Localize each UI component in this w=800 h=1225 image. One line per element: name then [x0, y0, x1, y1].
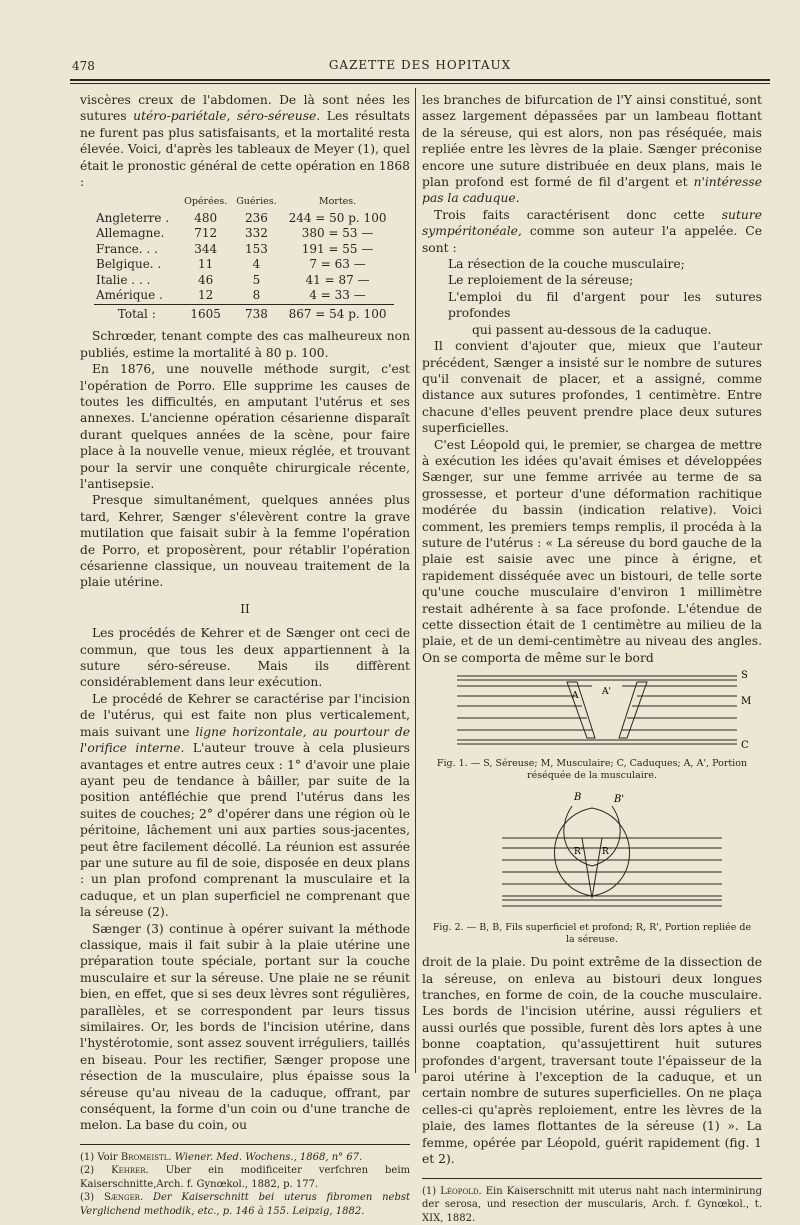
paragraph: Il convient d'ajouter que, mieux que l'auteur précédent, Sænger a insisté sur le nombre de sutures qu'il convenait de placer, et a assigné, comme distance aux sutures profondes, 1 centimètre. Entre chacune d'elles peuvent prendre place deux sutures superficielles.	[422, 338, 762, 436]
paragraph: Les procédés de Kehrer et de Sænger ont ceci de commun, que tous les deux appartiennent à la suture séro-séreuse. Mais ils diffèrent considérablement dans leur exécution.	[80, 625, 410, 691]
footnote-rule	[80, 1144, 410, 1145]
list-item: La résection de la couche musculaire;	[448, 256, 762, 272]
table-row: Italie . . . 46 5 41 = 87 —	[94, 273, 394, 289]
figure-2-caption: Fig. 2. — B, B, Fils superficiel et profond; R, R', Portion repliée de la séreuse.	[428, 922, 756, 946]
paragraph: viscères creux de l'abdomen. De là sont nées les sutures utéro-pariétale, séro-séreuse. Les résultats ne furent pas plus satisfaisants, et la mortalité resta élevée. Voici, d'après les tableaux de Meyer (1), quel était le pronostic général de cette opération en 1868 :	[80, 92, 410, 190]
section-number: II	[80, 601, 410, 617]
page-header	[70, 57, 770, 79]
list-item: qui passent au-dessous de la caduque.	[448, 322, 762, 338]
table-row: France. . . 344 153 191 = 55 —	[94, 242, 394, 258]
table-row: Angleterre . 480 236 244 = 50 p. 100	[94, 211, 394, 227]
table-total-row: Total : 1605 738 867 = 54 p. 100	[94, 304, 394, 322]
right-column	[422, 92, 762, 1225]
label-a: A	[571, 691, 579, 701]
paragraph: Presque simultanément, quelques années plus tard, Kehrer, Sænger s'élevèrent contre la grave mutilation que faisait subir à la femme l'opération de Porro, et proposèrent, pour rétablir l'opération césarienne classique, un nouveau traitement de la plaie utérine.	[80, 492, 410, 590]
paragraph: Le procédé de Kehrer se caractérise par l'incision de l'utérus, qui est faite non plus verticalement, mais suivant une ligne horizontale, au pourtour de l'orifice interne. L'auteur trouve à cela plusieurs avantages et entre autres ceux : 1° d'avoir une plaie ayant peu de tendance à bâiller, par suite de la position antéfléchie que prend l'utérus dans les suites de couches; 2° d'opérer dans une région où le péritoine, lâchement uni aux parties sous-jacentes, peut être facilement décollé. La réunion est assurée par une suture au fil de soie, disposée en deux plans : un plan profond comprenant la musculaire et la caduque, et un plan superficiel ne comprenant que la séreuse (2).	[80, 691, 410, 921]
feature-list	[422, 256, 762, 338]
table-header: Opérées.	[180, 194, 232, 210]
label-a-prime: A'	[601, 687, 611, 697]
table-header: Guéries.	[232, 194, 281, 210]
footnote: (3) Sænger. Der Kaiserschnitt bei uterus fibromen nebst Verglichend methodik, etc., p. 146 à 155. Leipzig, 1882.	[80, 1191, 410, 1218]
figure-2-diagram	[442, 788, 742, 918]
label-b-prime: B'	[613, 794, 624, 805]
paragraph: C'est Léopold qui, le premier, se chargea de mettre à exécution les idées qu'avait émises et développées Sænger, sur une femme arrivée au terme de sa grossesse, et porteur d'une déformation rachitique modérée du bassin (indication relative). Voici comment, les premiers temps remplis, il procéda à la suture de l'utérus : « La séreuse du bord gauche de la plaie est saisie avec une pince à érigne, et rapidement disséquée avec un bistouri, de telle sorte qu'une couche musculaire d'environ 1 millimètre restait adhérente à sa face profonde. L'étendue de cette dissection était de 1 centimètre au milieu de la plaie, et de un demi-centimètre au niveau des angles. On se comporta de même sur le bord	[422, 437, 762, 667]
figure-1-caption: Fig. 1. — S, Séreuse; M, Musculaire; C, Caduques; A, A', Portion réséquée de la musculaire.	[428, 758, 756, 782]
label-s: S	[741, 670, 748, 681]
label-c: C	[741, 740, 749, 751]
table-header-row	[94, 194, 394, 210]
label-b: B	[573, 792, 581, 803]
label-r-prime: R'	[574, 847, 583, 857]
paragraph: Sænger (3) continue à opérer suivant la méthode classique, mais il fait subir à la plaie utérine une préparation toute spéciale, portant sur la couche musculaire et sur la séreuse. Une plaie ne se réunit bien, en effet, que si ses deux lèvres sont régulières, parallèles, et se correspondent par leurs tissus similaires. Or, les bords de l'incision utérine, dans l'hystérotomie, sont assez souvent irréguliers, taillés en biseau. Pour les rectifier, Sænger propose une résection de la musculaire, plus épaisse sous la séreuse qu'au niveau de la caduque, offrant, par conséquent, la forme d'un coin ou d'une tranche de melon. La base du coin, ou	[80, 921, 410, 1134]
page-number: 478	[72, 59, 95, 73]
header-rule-thin	[70, 83, 770, 84]
footnote: (1) Voir Bromeistl. Wiener. Med. Wochens., 1868, n° 67.	[80, 1151, 410, 1165]
table-header: Mortes.	[281, 194, 394, 210]
paragraph: les branches de bifurcation de l'Y ainsi constitué, sont assez largement dépassées par un lambeau flottant de la séreuse, qui est alors, non pas réséquée, mais repliée entre les lèvres de la plaie. Sænger préconise encore une suture distribuée en deux plans, mais le plan profond est formé de fil d'argent et n'intéresse pas la caduque.	[422, 92, 762, 207]
footnote: (1) Léopold. Ein Kaiserschnitt mit uterus naht nach interminirung der serosa, und resection der muscularis, Arch. f. Gynœkol., t. XIX, 1882.	[422, 1185, 762, 1225]
footnote: (2) Kehrer. Uber ein modificeiter verfchren beim Kaiserschnitte,Arch. f. Gynœkol., 1882, p. 177.	[80, 1164, 410, 1191]
mortality-table	[94, 194, 394, 322]
list-item: Le reploiement de la séreuse;	[448, 272, 762, 288]
figure-1-diagram	[427, 668, 757, 754]
label-r: R	[602, 847, 609, 857]
list-item: L'emploi du fil d'argent pour les sutures profondes	[448, 289, 762, 322]
header-rule	[70, 79, 770, 81]
paragraph: Trois faits caractérisent donc cette suture sympéritonéale, comme son auteur l'a appelée. Ce sont :	[422, 207, 762, 256]
paragraph: En 1876, une nouvelle méthode surgit, c'est l'opération de Porro. Elle supprime les causes de toutes les difficultés, en amputant l'utérus et ses annexes. L'ancienne opération césarienne disparaît durant quelques années de la scène, pour faire place à la nouvelle venue, mieux réglée, et trouvant pour la servir une conquête chirurgicale récente, l'antisepsie.	[80, 361, 410, 492]
left-column	[80, 92, 410, 1218]
paragraph: Schrœder, tenant compte des cas malheureux non publiés, estime la mortalité à 80 p. 100.	[80, 328, 410, 361]
footnote-rule	[422, 1178, 762, 1179]
label-m: M	[741, 696, 751, 707]
table-row: Allemagne. 712 332 380 = 53 —	[94, 226, 394, 242]
paragraph: droit de la plaie. Du point extrême de la dissection de la séreuse, on enleva au bistouri deux longues tranches, en forme de coin, de la couche musculaire. Les bords de l'incision utérine, aussi réguliers et aussi ourlés que possible, furent dès lors aptes à une bonne coaptation, qu'assujettirent huit sutures profondes d'argent, traversant toute l'épaisseur de la paroi utérine à l'exception de la caduque, et un certain nombre de sutures superficielles. On ne plaça celles-ci qu'après reploiement, entre les lèvres de la plaie, des lames flottantes de la séreuse (1) ». La femme, opérée par Léopold, guérit rapidement (fig. 1 et 2).	[422, 954, 762, 1167]
column-divider	[415, 88, 416, 1073]
publication-title: GAZETTE DES HOPITAUX	[70, 58, 770, 72]
table-row: Belgique. . 11 4 7 = 63 —	[94, 257, 394, 273]
table-row: Amérique . 12 8 4 = 33 —	[94, 288, 394, 304]
